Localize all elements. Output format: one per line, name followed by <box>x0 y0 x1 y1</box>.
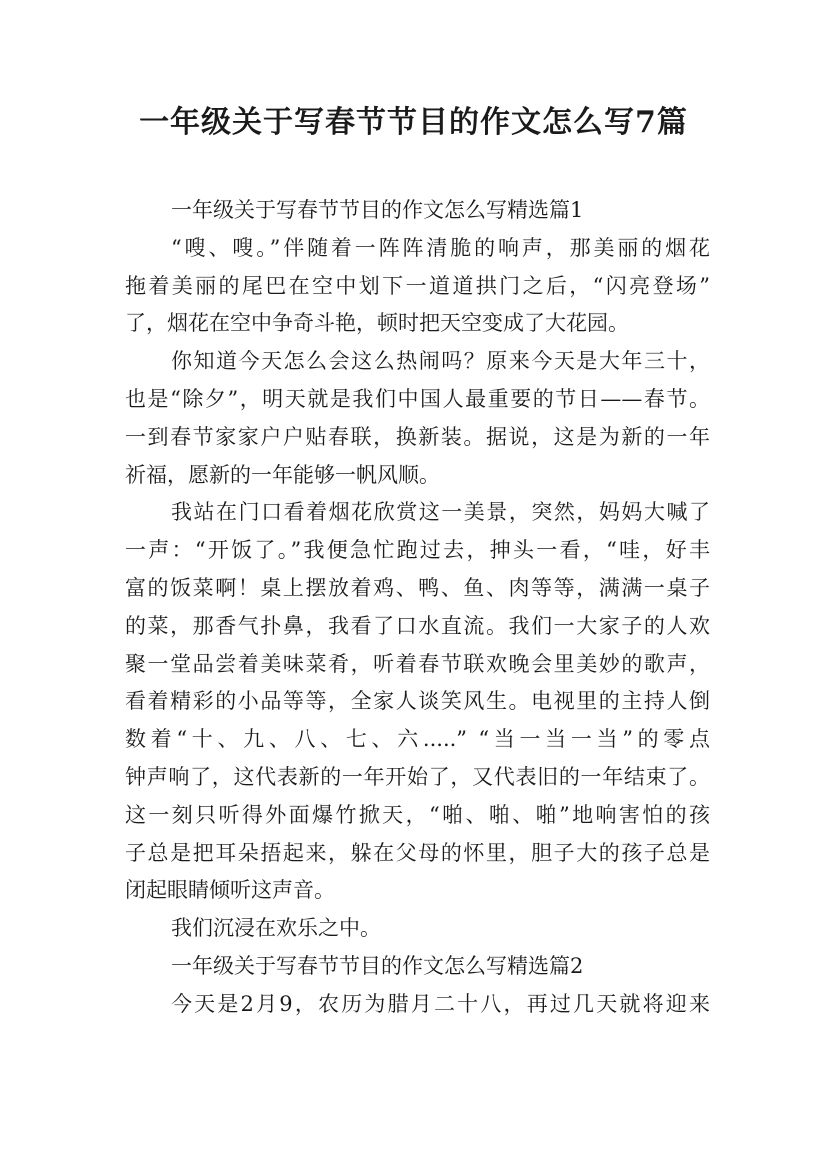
paragraph-line: 一声：“开饭了。”我便急忙跑过去，抻头一看，“哇，好丰 <box>125 538 710 563</box>
paragraph-line: 祈福，愿新的一年能够一帆风顺。 <box>125 462 440 487</box>
paragraph-line: 的菜，那香气扑鼻，我看了口水直流。我们一大家子的人欢 <box>125 613 710 638</box>
paragraph-line: 了，烟花在空中争奇斗艳，顿时把天空变成了大花园。 <box>125 311 629 336</box>
paragraph-line: 闭起眼睛倾听这声音。 <box>125 878 335 903</box>
paragraph-line: 数着“十、九、八、七、六.....” “当一当一当”的零点 <box>125 727 710 752</box>
paragraph-line: “嗖、嗖。”伴随着一阵阵清脆的响声，那美丽的烟花 <box>171 235 710 260</box>
paragraph-line: 看着精彩的小品等等，全家人谈笑风生。电视里的主持人倒 <box>125 689 710 714</box>
paragraph-line: 也是“除夕”，明天就是我们中国人最重要的节日——春节。 <box>125 386 710 411</box>
paragraph-line: 你知道今天怎么会这么热闹吗？原来今天是大年三十， <box>171 349 710 374</box>
paragraph-line: 拖着美丽的尾巴在空中划下一道道拱门之后，“闪亮登场” <box>125 273 710 298</box>
paragraph-line: 富的饭菜啊！桌上摆放着鸡、鸭、鱼、肉等等，满满一桌子 <box>125 575 710 600</box>
paragraph-line: 子总是把耳朵捂起来，躲在父母的怀里，胆子大的孩子总是 <box>125 840 710 865</box>
section-heading-1: 一年级关于写春节节目的作文怎么写精选篇1 <box>171 198 584 222</box>
paragraph-line: 一到春节家家户户贴春联，换新装。据说，这是为新的一年 <box>125 424 710 449</box>
paragraph-line: 我站在门口看着烟花欣赏这一美景，突然，妈妈大喊了 <box>171 500 710 525</box>
paragraph-line: 今天是2月9，农历为腊月二十八，再过几天就将迎来 <box>171 991 710 1016</box>
document-title: 一年级关于写春节节目的作文怎么写7篇 <box>139 105 688 140</box>
paragraph-line: 我们沉浸在欢乐之中。 <box>171 916 381 941</box>
paragraph-line: 聚一堂品尝着美味菜肴，听着春节联欢晚会里美妙的歌声， <box>125 651 710 676</box>
paragraph-line: 钟声响了，这代表新的一年开始了，又代表旧的一年结束了。 <box>125 764 710 789</box>
document-body <box>125 192 710 1024</box>
section-heading-2: 一年级关于写春节节目的作文怎么写精选篇2 <box>171 953 584 978</box>
paragraph-line: 这一刻只听得外面爆竹掀天，“啪、啪、啪”地响害怕的孩 <box>125 802 710 827</box>
